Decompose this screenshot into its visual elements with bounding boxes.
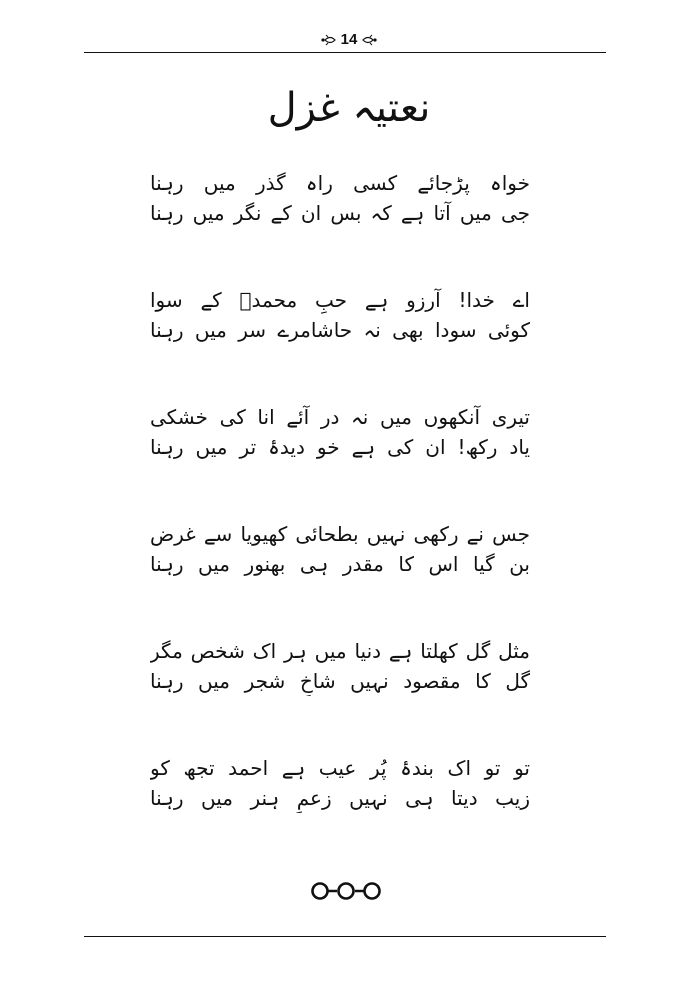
verse-line: جس نے رکھی نہیں بطحائی کھیویا سے غرض — [150, 522, 530, 546]
stanza-5 — [150, 636, 530, 753]
page-number-header — [0, 32, 698, 48]
stanza-2 — [150, 285, 530, 402]
end-mark — [0, 880, 698, 906]
verse-line: بن گیا اس کا مقدر ہی بھنور میں رہنا — [150, 552, 530, 576]
ghazal-verses — [150, 168, 530, 870]
verse-line: مثل گل کھلتا ہے دنیا میں ہر اک شخص مگر — [150, 639, 530, 663]
verse-line: اے خدا! آرزو ہے حبِ محمدؐ کے سوا — [150, 288, 530, 312]
stanza-4 — [150, 519, 530, 636]
verse-line: زیب دیتا ہی نہیں زعمِ ہنر میں رہنا — [150, 786, 530, 810]
verse-line: تو تو اک بندۂ پُر عیب ہے احمد تجھ کو — [150, 756, 530, 780]
stanza-6 — [150, 753, 530, 870]
three-linked-circles-icon — [309, 880, 389, 902]
stanza-1 — [150, 168, 530, 285]
right-ornament-icon — [362, 34, 378, 46]
page-number: 14 — [340, 31, 358, 48]
verse-line: کوئی سودا بھی نہ حاشامرے سر میں رہنا — [150, 318, 530, 342]
verse-line: یاد رکھ! ان کی ہے خو دیدۂ تر میں رہنا — [150, 435, 530, 459]
bottom-rule — [84, 936, 606, 937]
left-ornament-icon — [320, 34, 336, 46]
verse-line: خواہ پڑجائے کسی راہ گذر میں رہنا — [150, 171, 530, 195]
verse-line: جی میں آتا ہے کہ بس ان کے نگر میں رہنا — [150, 201, 530, 225]
page-title: نعتیہ غزل — [267, 85, 431, 131]
top-rule — [84, 52, 606, 53]
stanza-3 — [150, 402, 530, 519]
verse-line: گل کا مقصود نہیں شاخِ شجر میں رہنا — [150, 669, 530, 693]
verse-line: تیری آنکھوں میں نہ در آئے انا کی خشکی — [150, 405, 530, 429]
